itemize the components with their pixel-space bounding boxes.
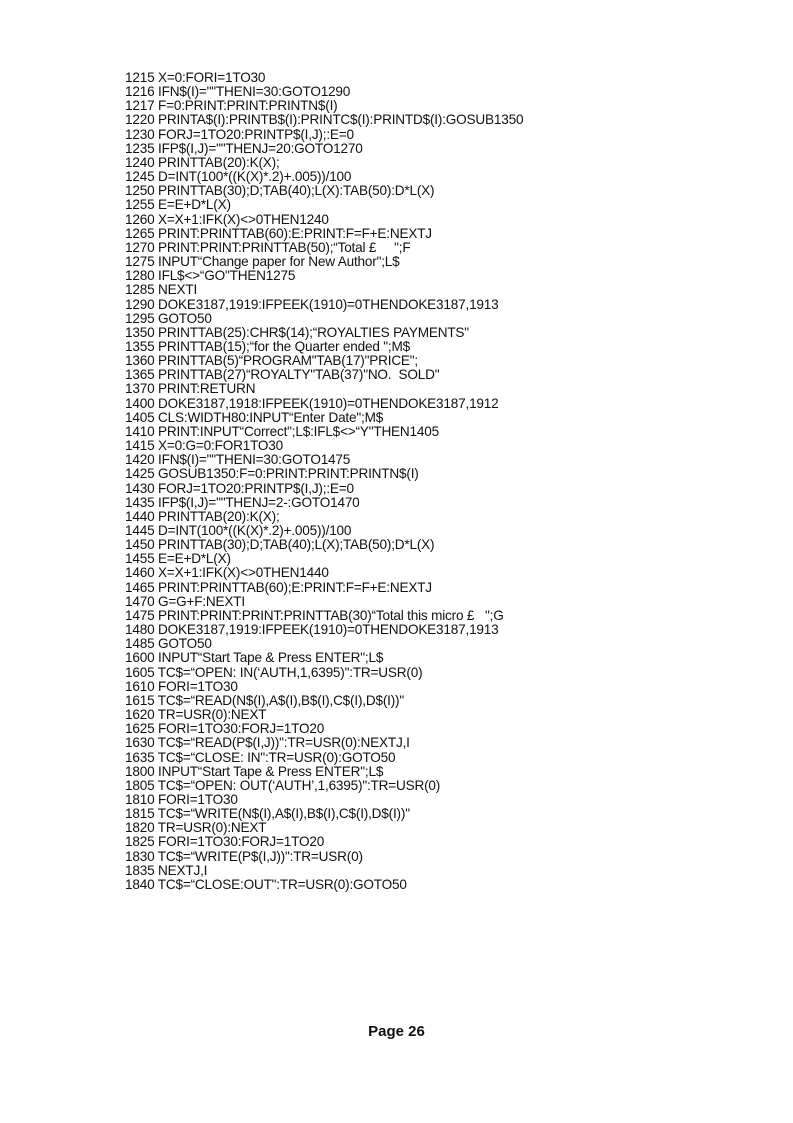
code-line: 1220 PRINTA$(I):PRINTB$(I):PRINTC$(I):PRINTD$(I):GOSUB1350 [125,112,524,128]
code-line: 1275 INPUT“Change paper for New Author";L$ [125,254,400,270]
code-line: 1430 FORJ=1TO20:PRINTP$(I,J);:E=0 [125,480,354,496]
code-line: 1600 INPUT“Start Tape & Press ENTER";L$ [125,650,384,666]
code-line: 1285 NEXTI [125,282,198,298]
code-line: 1415 X=0:G=0:FOR1TO30 [125,438,284,454]
code-line: 1370 PRINT:RETURN [125,381,256,397]
code-line: 1450 PRINTTAB(30);D;TAB(40);L(X);TAB(50);D*L(X) [125,537,435,553]
code-line: 1485 GOTO50 [125,636,212,652]
code-line: 1445 D=INT(100*((K(X)*.2)+.005))/100 [125,523,352,538]
code-line: 1460 X=X+1:IFK(X)<>0THEN1440 [125,565,329,581]
page-number: Page 26 [368,1023,425,1040]
code-line: 1630 TC$=“READ(P$(I,J))":TR=USR(0):NEXTJ,I [125,735,410,751]
code-line: 1635 TC$=“CLOSE: IN":TR=USR(0):GOTO50 [125,749,396,765]
code-line: 1620 TR=USR(0):NEXT [125,707,267,723]
code-line: 1470 G=G+F:NEXTI [125,593,245,609]
code-line: 1245 D=INT(100*((K(X)*.2)+.005))/100 [125,169,352,185]
code-line: 1800 INPUT“Start Tape & Press ENTER";L$ [125,763,384,779]
code-line: 1280 IFL$<>“GO"THEN1275 [125,268,296,284]
code-line: 1250 PRINTTAB(30);D;TAB(40);L(X):TAB(50):D*L(X) [125,183,435,199]
code-line: 1440 PRINTTAB(20):K(X); [125,508,280,524]
code-line: 1835 NEXTJ,I [125,862,208,878]
code-line: 1410 PRINT:INPUT“Correct";L$:IFL$<>“Y"THEN1405 [125,423,439,439]
code-line: 1820 TR=USR(0):NEXT [125,820,267,836]
code-line: 1420 IFN$(I)=""THENI=30:GOTO1475 [125,452,351,468]
code-line: 1400 DOKE3187,1918:IFPEEK(1910)=0THENDOKE3187,1912 [125,395,499,411]
code-line: 1825 FORI=1TO30:FORJ=1TO20 [125,834,325,850]
code-line: 1355 PRINTTAB(15);“for the Quarter ended ";M$ [125,338,410,354]
code-line: 1475 PRINT:PRINT:PRINT:PRINTTAB(30)“Total this micro £ ";G [125,607,504,623]
code-line: 1610 FORI=1TO30 [125,678,238,694]
code-line: 1240 PRINTTAB(20):K(X); [125,154,280,170]
code-line: 1295 GOTO50 [125,310,212,326]
code-line: 1465 PRINT:PRINTTAB(60);E:PRINT:F=F+E:NEXTJ [125,579,432,595]
code-line: 1360 PRINTTAB(5)“PROGRAM"TAB(17)"PRICE"; [125,353,419,369]
code-line: 1405 CLS:WIDTH80:INPUT“Enter Date";M$ [125,409,384,425]
code-line: 1290 DOKE3187,1919:IFPEEK(1910)=0THENDOKE3187,1913 [125,296,499,312]
code-line: 1605 TC$=“OPEN: IN(‘AUTH,1,6395)":TR=USR(0) [125,664,423,680]
code-line: 1815 TC$=“WRITE(N$(I),A$(I),B$(I),C$(I),D$(I))" [125,806,410,822]
basic-code-listing [125,71,523,892]
code-line: 1435 IFP$(I,J)=""THENJ=2-:GOTO1470 [125,494,360,510]
code-line: 1365 PRINTTAB(27)“ROYALTY"TAB(37)"NO. SOLD" [125,367,440,383]
code-line: 1810 FORI=1TO30 [125,791,238,807]
code-line: 1235 IFP$(I,J)=""THENJ=20:GOTO1270 [125,140,363,156]
code-line: 1230 FORJ=1TO20:PRINTP$(I,J);:E=0 [125,126,354,142]
code-line: 1455 E=E+D*L(X) [125,551,231,567]
code-line: 1480 DOKE3187,1919:IFPEEK(1910)=0THENDOKE3187,1913 [125,622,499,638]
code-line: 1217 F=0:PRINT:PRINT:PRINTN$(I) [125,98,338,114]
code-line: 1840 TC$=“CLOSE:OUT":TR=USR(0):GOTO50 [125,876,407,892]
code-line: 1615 TC$=“READ(N$(I),A$(I),B$(I),C$(I),D$(I))" [125,692,405,708]
code-line: 1215 X=0:FORI=1TO30 [125,70,266,85]
code-line: 1425 GOSUB1350:F=0:PRINT:PRINT:PRINTN$(I) [125,466,419,482]
code-line: 1265 PRINT:PRINTTAB(60):E:PRINT:F=F+E:NEXTJ [125,225,432,241]
code-line: 1270 PRINT:PRINT:PRINTTAB(50);“Total £ ";F [125,239,411,255]
code-line: 1255 E=E+D*L(X) [125,197,231,213]
code-line: 1216 IFN$(I)=""THENI=30:GOTO1290 [125,84,351,100]
code-line: 1260 X=X+1:IFK(X)<>0THEN1240 [125,211,329,227]
code-line: 1830 TC$=“WRITE(P$(I,J))":TR=USR(0) [125,848,363,864]
code-line: 1625 FORI=1TO30:FORJ=1TO20 [125,721,325,737]
code-line: 1350 PRINTTAB(25):CHR$(14);“ROYALTIES PAYMENTS" [125,324,469,340]
code-line: 1805 TC$=“OPEN: OUT(‘AUTH’,1,6395)":TR=USR(0) [125,777,441,793]
